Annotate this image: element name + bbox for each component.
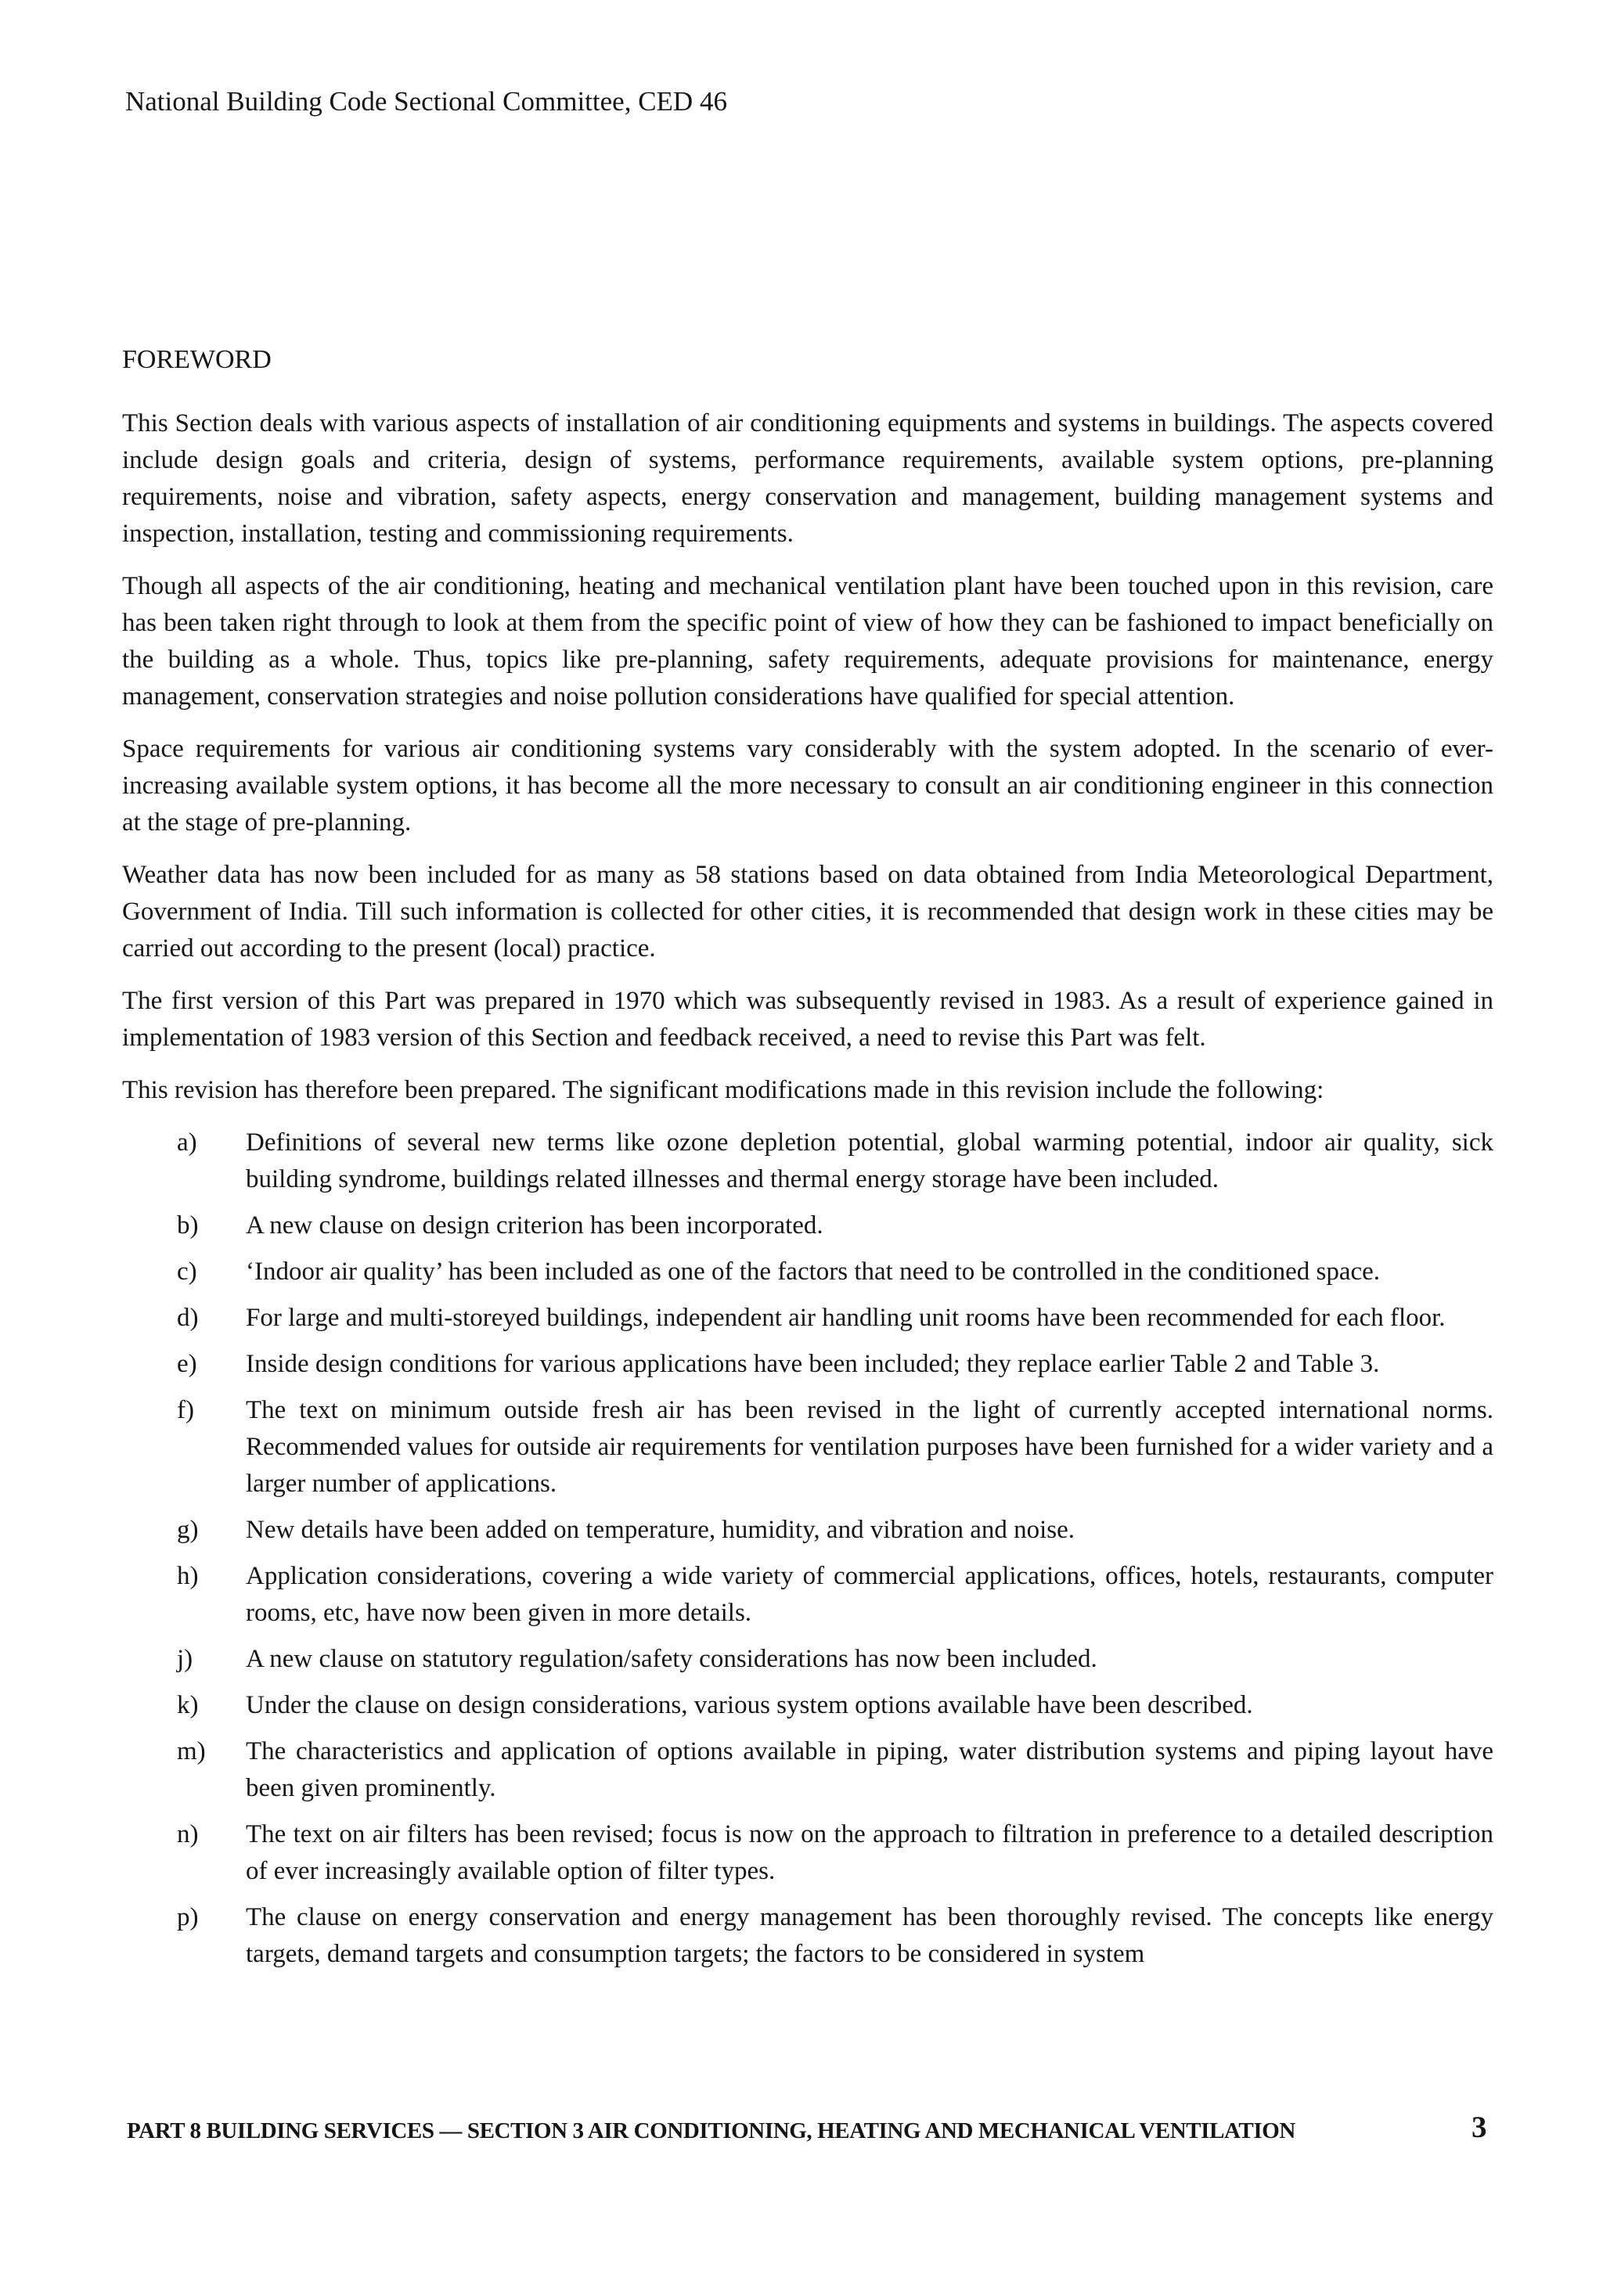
list-item-label: d) bbox=[177, 1304, 199, 1332]
foreword-paragraph: Though all aspects of the air conditioning, heating and mechanical ventilation plant have been touched upon in this revision, care has been taken right through to look at them from the specific point of view of how they can be fashioned to impact beneficially on the building as a whole. Thus, topics like pre-planning, safety requirements, adequate provisions for maintenance, energy management, conservation strategies and noise pollution considerations have qualified for special attention. bbox=[122, 572, 1493, 711]
list-item-text: The text on air filters has been revised; focus is now on the approach to filtration in preference to a detailed description of ever increasingly available option of filter types. bbox=[246, 1820, 1493, 1885]
list-item-label: h) bbox=[177, 1562, 199, 1590]
list-item-text: New details have been added on temperature, humidity, and vibration and noise. bbox=[246, 1516, 1075, 1544]
committee-header: National Building Code Sectional Committee, CED 46 bbox=[125, 86, 727, 117]
list-item bbox=[122, 1125, 1493, 1198]
foreword-paragraph: Space requirements for various air conditioning systems vary considerably with the system adopted. In the scenario of ever-increasing available system options, it has become all the more necessary to consult an air conditioning engineer in this connection at the stage of pre-planning. bbox=[122, 735, 1493, 837]
list-item-text: A new clause on design criterion has been incorporated. bbox=[246, 1211, 823, 1240]
list-item-text: Definitions of several new terms like ozone depletion potential, global warming potential, indoor air quality, sick building syndrome, buildings related illnesses and thermal energy storage have been included. bbox=[246, 1128, 1493, 1193]
list-item-label: c) bbox=[177, 1258, 197, 1286]
list-item-label: e) bbox=[177, 1350, 197, 1378]
list-item-text: Inside design conditions for various applications have been included; they replace earlier Table 2 and Table 3. bbox=[246, 1350, 1380, 1378]
list-item-text: Under the clause on design considerations, various system options available have been described. bbox=[246, 1691, 1253, 1719]
list-item-text: The text on minimum outside fresh air has been revised in the light of currently accepted international norms. Recommended values for outside air requirements for ventilation purposes have been furnished for a wider variety and a larger number of applications. bbox=[246, 1396, 1493, 1498]
list-item-label: a) bbox=[177, 1128, 197, 1157]
list-item bbox=[122, 1254, 1493, 1290]
foreword-heading: FOREWORD bbox=[122, 345, 272, 374]
list-item-text: ‘Indoor air quality’ has been included as one of the factors that need to be controlled in the conditioned space. bbox=[246, 1258, 1381, 1286]
list-item-text: The clause on energy conservation and energy management has been thoroughly revised. The concepts like energy targets, demand targets and consumption targets; the factors to be considered in system bbox=[246, 1903, 1493, 1968]
foreword-paragraph: The first version of this Part was prepared in 1970 which was subsequently revised in 1983. As a result of experience gained in implementation of 1983 version of this Section and feedback received, a need to revise this Part was felt. bbox=[122, 987, 1493, 1052]
page-number: 3 bbox=[1472, 2111, 1487, 2144]
list-item bbox=[122, 1899, 1493, 1973]
list-item-label: b) bbox=[177, 1211, 199, 1240]
list-item-label: g) bbox=[177, 1516, 199, 1544]
list-item-label: j) bbox=[177, 1645, 193, 1673]
foreword-paragraph: This revision has therefore been prepared. The significant modifications made in this revision include the following: bbox=[122, 1076, 1324, 1104]
list-item bbox=[122, 1816, 1493, 1890]
foreword-paragraph: This Section deals with various aspects of installation of air conditioning equipments and systems in buildings. The aspects covered include design goals and criteria, design of systems, performance requirements, available system options, pre-planning requirements, noise and vibration, safety aspects, energy conservation and management, building management systems and inspection, installation, testing and commissioning requirements. bbox=[122, 409, 1493, 548]
list-item bbox=[122, 1733, 1493, 1807]
list-item-text: The characteristics and application of options available in piping, water distribution systems and piping layout have been given prominently. bbox=[246, 1737, 1493, 1802]
foreword-paragraph: Weather data has now been included for as many as 58 stations based on data obtained from India Meteorological Department, Government of India. Till such information is collected for other cities, it is recommended that design work in these cities may be carried out according to the present (local) practice. bbox=[122, 861, 1493, 963]
foreword-section bbox=[122, 343, 1493, 1982]
list-item bbox=[122, 1392, 1493, 1502]
list-item bbox=[122, 1346, 1493, 1383]
list-item-text: For large and multi-storeyed buildings, independent air handling unit rooms have been recommended for each floor. bbox=[246, 1304, 1446, 1332]
list-item-label: m) bbox=[177, 1737, 206, 1765]
list-item bbox=[122, 1687, 1493, 1724]
list-item-text: A new clause on statutory regulation/safety considerations has now been included. bbox=[246, 1645, 1097, 1673]
list-item-label: n) bbox=[177, 1820, 199, 1848]
page-footer-title: PART 8 BUILDING SERVICES — SECTION 3 AIR CONDITIONING, HEATING AND MECHANICAL VENTILATION bbox=[127, 2118, 1295, 2143]
list-item-text: Application considerations, covering a wide variety of commercial applications, offices, hotels, restaurants, computer rooms, etc, have now been given in more details. bbox=[246, 1562, 1493, 1627]
list-item-label: p) bbox=[177, 1903, 199, 1931]
list-item bbox=[122, 1512, 1493, 1549]
list-item bbox=[122, 1207, 1493, 1244]
list-item-label: k) bbox=[177, 1691, 199, 1719]
list-item bbox=[122, 1641, 1493, 1678]
list-item-label: f) bbox=[177, 1396, 194, 1424]
list-item bbox=[122, 1300, 1493, 1337]
modifications-list bbox=[122, 1125, 1493, 1973]
list-item bbox=[122, 1558, 1493, 1632]
